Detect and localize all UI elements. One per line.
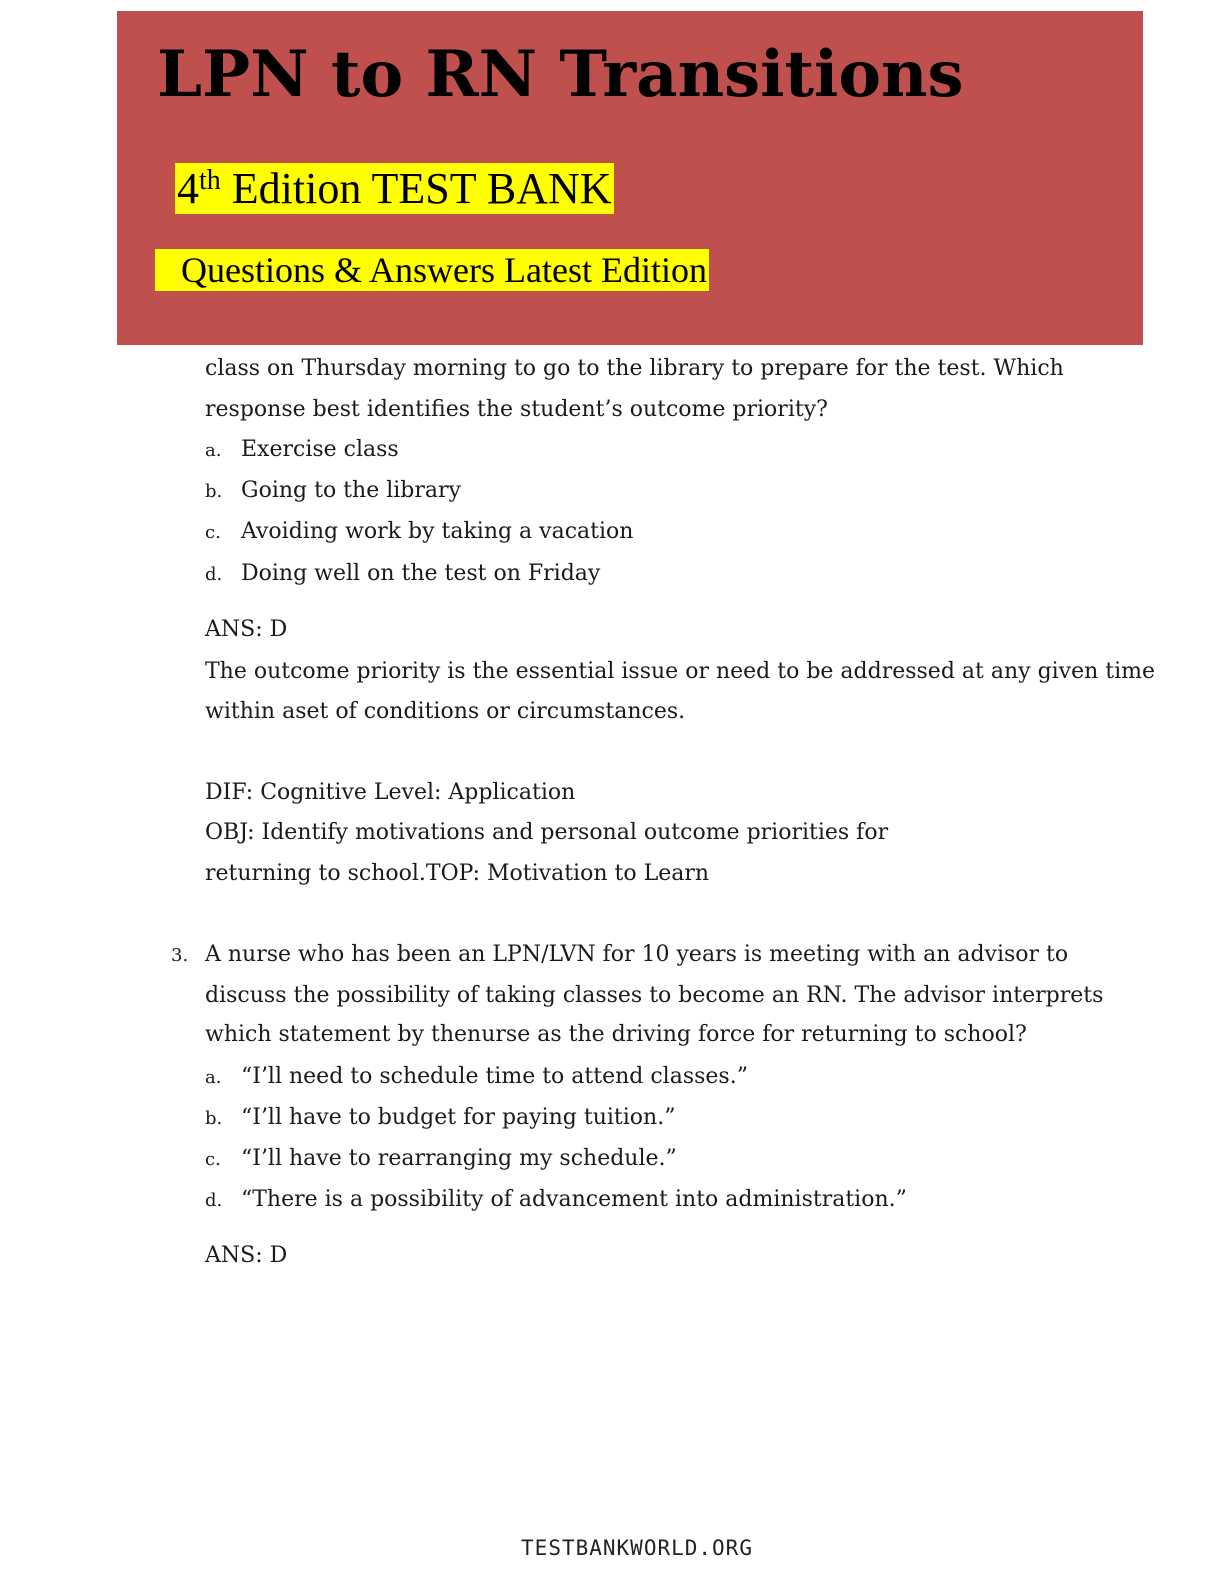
option-text: Going to the library [241,478,461,503]
option-text: “I’ll need to schedule time to attend classes.” [241,1064,748,1089]
difficulty-line: DIF: Cognitive Level: Application [205,780,576,805]
question-stem-line: class on Thursday morning to go to the library to prepare for the test. Which [205,356,1064,381]
question-stem-line: discuss the possibility of taking classes to become an RN. The advisor interprets [205,983,1104,1008]
option-text: “I’ll have to budget for paying tuition.” [241,1105,676,1130]
option-letter: a. [205,1067,222,1088]
edition-suffix: th [199,165,221,196]
page-title: LPN to RN Transitions [157,37,964,112]
question-stem-line: A nurse who has been an LPN/LVN for 10 years is meeting with an advisor to [205,942,1069,967]
option-letter: d. [205,1190,223,1211]
option-text: “There is a possibility of advancement into administration.” [241,1187,907,1212]
rationale-line: within aset of conditions or circumstances. [205,699,686,724]
option-letter: c. [205,522,221,543]
footer-watermark: TESTBANKWORLD.ORG [521,1536,753,1560]
question-stem-line: which statement by thenurse as the driving force for returning to school? [205,1022,1027,1047]
option-letter: d. [205,564,223,585]
option-text: Avoiding work by taking a vacation [241,519,634,544]
answer-key: ANS: D [205,617,288,642]
answer-key: ANS: D [205,1243,288,1268]
objective-line: returning to school.TOP: Motivation to Learn [205,861,710,886]
objective-line: OBJ: Identify motivations and personal outcome priorities for [205,820,889,845]
option-text: Doing well on the test on Friday [241,561,601,586]
question-number: 3. [171,945,189,966]
option-letter: b. [205,481,223,502]
header-banner [117,11,1143,345]
option-text: Exercise class [241,437,399,462]
option-letter: b. [205,1108,223,1129]
edition-label [175,163,614,214]
subtitle: Questions & Answers Latest Edition [155,249,709,291]
edition-text: Edition TEST BANK [220,164,612,213]
option-letter: c. [205,1149,221,1170]
question-stem-line: response best identifies the student’s outcome priority? [205,397,828,422]
edition-number: 4 [177,164,199,213]
option-letter: a. [205,440,222,461]
option-text: “I’ll have to rearranging my schedule.” [241,1146,677,1171]
rationale-line: The outcome priority is the essential issue or need to be addressed at any given time [205,659,1156,684]
